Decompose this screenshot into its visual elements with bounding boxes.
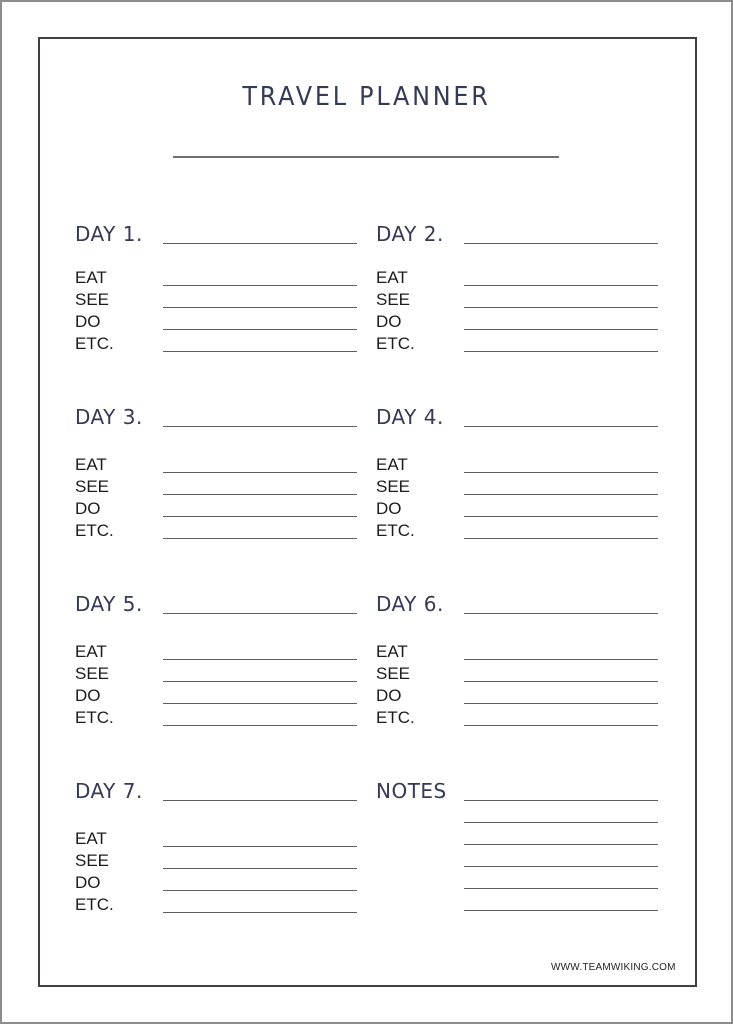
see-field[interactable] bbox=[464, 307, 658, 308]
see-row bbox=[75, 290, 360, 312]
item-label: SEE bbox=[75, 290, 110, 309]
etc-field[interactable] bbox=[163, 912, 357, 913]
item-label: SEE bbox=[75, 477, 110, 496]
see-field[interactable] bbox=[163, 868, 357, 869]
notes-field[interactable] bbox=[464, 800, 658, 801]
etc-field[interactable] bbox=[163, 725, 357, 726]
see-row bbox=[376, 477, 661, 499]
do-row bbox=[376, 686, 661, 708]
do-row bbox=[75, 873, 360, 895]
day-heading: DAY 1. bbox=[75, 222, 143, 246]
do-field[interactable] bbox=[163, 516, 357, 517]
item-label: ETC. bbox=[376, 334, 415, 353]
eat-row bbox=[75, 829, 360, 851]
item-label: DO bbox=[75, 312, 101, 331]
day-section-5 bbox=[75, 592, 360, 762]
footer-url: WWW.TEAMWIKING.COM bbox=[551, 962, 676, 973]
notes-field[interactable] bbox=[464, 910, 658, 911]
do-row bbox=[376, 312, 661, 334]
etc-row bbox=[75, 334, 360, 356]
etc-field[interactable] bbox=[464, 538, 658, 539]
see-row bbox=[75, 664, 360, 686]
etc-field[interactable] bbox=[464, 351, 658, 352]
eat-row bbox=[376, 455, 661, 477]
day-heading: DAY 2. bbox=[376, 222, 444, 246]
page-title: TRAVEL PLANNER bbox=[242, 82, 491, 112]
eat-field[interactable] bbox=[163, 659, 357, 660]
item-label: DO bbox=[75, 499, 101, 518]
day-heading: DAY 5. bbox=[75, 592, 143, 616]
etc-field[interactable] bbox=[163, 351, 357, 352]
item-label: EAT bbox=[75, 642, 107, 661]
etc-row bbox=[75, 708, 360, 730]
item-label: ETC. bbox=[75, 521, 114, 540]
do-row bbox=[376, 499, 661, 521]
see-field[interactable] bbox=[163, 307, 357, 308]
day-title-field[interactable] bbox=[163, 426, 357, 427]
see-row bbox=[75, 477, 360, 499]
etc-row bbox=[376, 521, 661, 543]
notes-heading: NOTES bbox=[376, 779, 447, 803]
item-label: DO bbox=[75, 873, 101, 892]
item-label: DO bbox=[376, 499, 402, 518]
day-section-6 bbox=[376, 592, 661, 762]
item-label: EAT bbox=[75, 268, 107, 287]
see-field[interactable] bbox=[464, 494, 658, 495]
day-heading: DAY 7. bbox=[75, 779, 143, 803]
item-label: ETC. bbox=[75, 334, 114, 353]
etc-row bbox=[376, 708, 661, 730]
item-label: EAT bbox=[376, 268, 408, 287]
etc-row bbox=[75, 521, 360, 543]
eat-field[interactable] bbox=[163, 472, 357, 473]
eat-row bbox=[376, 268, 661, 290]
do-field[interactable] bbox=[163, 329, 357, 330]
do-field[interactable] bbox=[163, 890, 357, 891]
do-field[interactable] bbox=[464, 516, 658, 517]
eat-row bbox=[75, 268, 360, 290]
item-label: SEE bbox=[376, 290, 411, 309]
day-section-3 bbox=[75, 405, 360, 575]
item-label: ETC. bbox=[75, 895, 114, 914]
etc-row bbox=[376, 334, 661, 356]
eat-row bbox=[376, 642, 661, 664]
item-label: ETC. bbox=[376, 521, 415, 540]
item-label: EAT bbox=[75, 829, 107, 848]
day-title-field[interactable] bbox=[163, 800, 357, 801]
day-section-7 bbox=[75, 779, 360, 949]
see-field[interactable] bbox=[464, 681, 658, 682]
eat-field[interactable] bbox=[464, 472, 658, 473]
notes-section bbox=[376, 779, 661, 949]
item-label: ETC. bbox=[75, 708, 114, 727]
item-label: SEE bbox=[75, 664, 110, 683]
notes-field[interactable] bbox=[464, 888, 658, 889]
item-label: EAT bbox=[376, 455, 408, 474]
eat-row bbox=[75, 455, 360, 477]
etc-field[interactable] bbox=[464, 725, 658, 726]
do-field[interactable] bbox=[464, 703, 658, 704]
day-title-field[interactable] bbox=[163, 243, 357, 244]
item-label: EAT bbox=[75, 455, 107, 474]
trip-name-field[interactable] bbox=[173, 156, 559, 158]
item-label: SEE bbox=[376, 477, 411, 496]
etc-row bbox=[75, 895, 360, 917]
notes-field[interactable] bbox=[464, 866, 658, 867]
day-title-field[interactable] bbox=[464, 426, 658, 427]
do-row bbox=[75, 499, 360, 521]
do-row bbox=[75, 686, 360, 708]
item-label: SEE bbox=[75, 851, 110, 870]
day-title-field[interactable] bbox=[163, 613, 357, 614]
item-label: EAT bbox=[376, 642, 408, 661]
eat-field[interactable] bbox=[464, 285, 658, 286]
see-row bbox=[75, 851, 360, 873]
item-label: DO bbox=[75, 686, 101, 705]
day-heading: DAY 3. bbox=[75, 405, 143, 429]
eat-row bbox=[75, 642, 360, 664]
day-section-1 bbox=[75, 222, 360, 392]
eat-field[interactable] bbox=[163, 846, 357, 847]
day-section-4 bbox=[376, 405, 661, 575]
see-field[interactable] bbox=[163, 681, 357, 682]
item-label: DO bbox=[376, 312, 402, 331]
day-heading: DAY 4. bbox=[376, 405, 444, 429]
item-label: SEE bbox=[376, 664, 411, 683]
do-row bbox=[75, 312, 360, 334]
do-field[interactable] bbox=[464, 329, 658, 330]
do-field[interactable] bbox=[163, 703, 357, 704]
day-title-field[interactable] bbox=[464, 613, 658, 614]
item-label: DO bbox=[376, 686, 402, 705]
notes-field[interactable] bbox=[464, 844, 658, 845]
item-label: ETC. bbox=[376, 708, 415, 727]
eat-field[interactable] bbox=[464, 659, 658, 660]
eat-field[interactable] bbox=[163, 285, 357, 286]
notes-field[interactable] bbox=[464, 822, 658, 823]
see-row bbox=[376, 290, 661, 312]
etc-field[interactable] bbox=[163, 538, 357, 539]
day-title-field[interactable] bbox=[464, 243, 658, 244]
day-heading: DAY 6. bbox=[376, 592, 444, 616]
see-row bbox=[376, 664, 661, 686]
see-field[interactable] bbox=[163, 494, 357, 495]
day-section-2 bbox=[376, 222, 661, 392]
